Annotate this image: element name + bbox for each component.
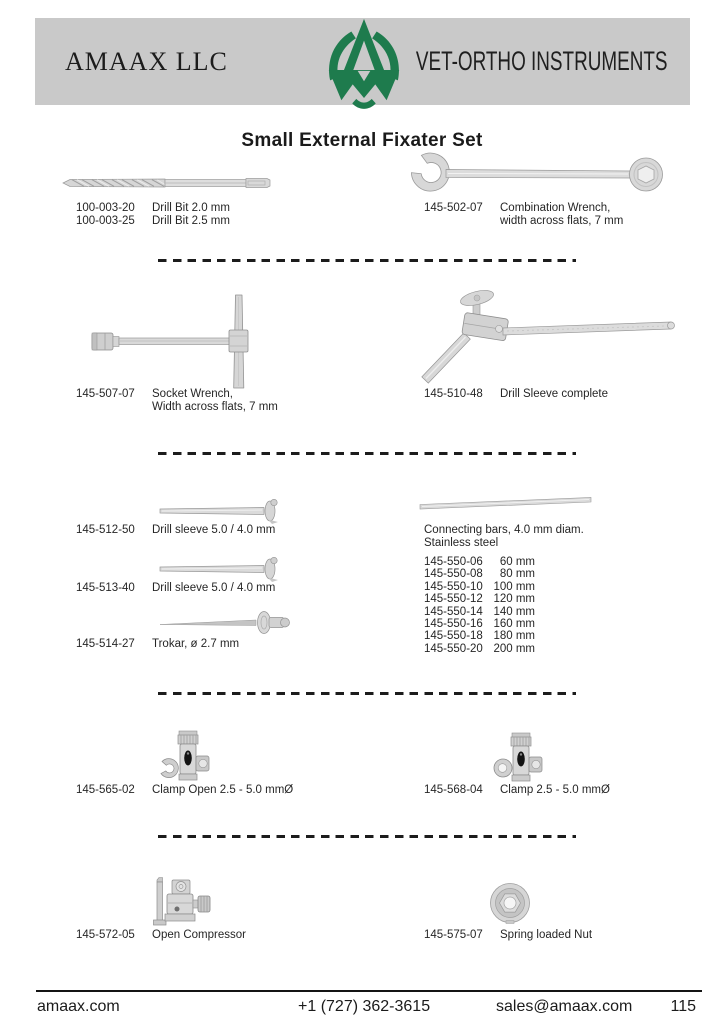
- product-desc: Trokar, ø 2.7 mm: [152, 638, 240, 650]
- product-row: [76, 638, 239, 651]
- product-desc: Clamp 2.5 - 5.0 mmØ: [500, 784, 610, 796]
- product-row: [76, 215, 230, 228]
- product-code: 145-550-08: [424, 568, 483, 581]
- footer-phone: +1 (727) 362-3615: [298, 998, 431, 1015]
- product-code: 145-550-14: [424, 605, 483, 618]
- product-desc: Socket Wrench, Width across flats, 7 mm: [152, 388, 278, 414]
- footer-website: amaax.com: [37, 998, 120, 1015]
- amaax-logo-icon: [318, 18, 410, 112]
- product-code: 145-510-48: [424, 388, 483, 400]
- socket-wrench-image: [84, 292, 259, 392]
- product-code: 145-502-07: [424, 202, 483, 214]
- clamp-open-text: [76, 784, 293, 797]
- spring-nut-text: [424, 929, 592, 942]
- product-row: [76, 388, 278, 415]
- product-row: [76, 524, 275, 537]
- bar-length: 100 mm: [493, 580, 535, 593]
- bar-length: 60 mm: [499, 556, 535, 568]
- connecting-bars-table: [424, 556, 535, 655]
- connecting-bar-image: [418, 494, 594, 510]
- section-divider: [158, 692, 576, 695]
- product-code: 145-565-02: [76, 784, 135, 796]
- table-row: [424, 556, 535, 568]
- product-row: [424, 784, 610, 797]
- trokar-text: [76, 638, 239, 651]
- open-compressor-image: [150, 876, 212, 928]
- product-code: 145-550-10: [424, 580, 483, 593]
- bar-length: 120 mm: [493, 593, 535, 606]
- product-code: 145-514-27: [76, 638, 135, 650]
- product-row: [424, 202, 623, 229]
- product-row: [76, 202, 230, 215]
- drill-sleeve-2-text: [76, 582, 275, 595]
- product-code: 145-575-07: [424, 929, 483, 941]
- drill-bits-text: [76, 202, 230, 229]
- product-code: 145-507-07: [76, 388, 135, 400]
- product-code: 145-550-06: [424, 556, 483, 568]
- trokar-image: [158, 610, 308, 636]
- section-divider: [158, 835, 576, 838]
- section-divider: [158, 259, 576, 262]
- clamp-image: [492, 732, 548, 784]
- table-row: [424, 643, 535, 655]
- brand-name: VET-ORTHO INSTRUMENTS: [416, 46, 668, 76]
- product-code: 145-568-04: [424, 784, 483, 796]
- product-code: 100-003-20: [76, 202, 135, 214]
- drill-sleeve-complete-text: [424, 388, 608, 401]
- open-compressor-text: [76, 929, 246, 942]
- footer-email: sales@amaax.com: [496, 998, 633, 1015]
- bar-length: 140 mm: [493, 605, 535, 618]
- product-row: [76, 929, 246, 942]
- footer-rule: [36, 990, 702, 992]
- product-desc: Spring loaded Nut: [500, 929, 593, 941]
- section-divider: [158, 452, 576, 455]
- product-desc: Drill sleeve 5.0 / 4.0 mm: [152, 582, 276, 594]
- table-row: [424, 618, 535, 630]
- product-desc: Drill Bit 2.5 mm: [152, 215, 230, 228]
- product-code: 145-513-40: [76, 582, 135, 594]
- drill-sleeve-1-image: [158, 498, 292, 524]
- connecting-bars-title: Connecting bars, 4.0 mm diam.: [424, 524, 584, 536]
- product-code: 145-550-20: [424, 642, 483, 655]
- spring-loaded-nut-image: [489, 882, 531, 924]
- bar-length: 80 mm: [499, 568, 535, 581]
- clamp-open-image: [155, 730, 217, 784]
- product-row: [76, 784, 293, 797]
- product-code: 145-550-12: [424, 593, 483, 606]
- connecting-bars-material: Stainless steel: [424, 537, 499, 550]
- table-row: [424, 606, 535, 618]
- bar-length: 200 mm: [493, 642, 535, 655]
- bar-length: 180 mm: [493, 630, 535, 643]
- product-code: 145-550-18: [424, 630, 483, 643]
- combination-wrench-text: [424, 202, 623, 229]
- page-title: Small External Fixater Set: [241, 130, 483, 151]
- product-desc: Open Compressor: [152, 929, 246, 941]
- socket-wrench-text: [76, 388, 278, 415]
- table-row: [424, 568, 535, 580]
- drill-sleeve-1-text: [76, 524, 275, 537]
- product-row: [76, 582, 275, 595]
- product-code: 145-550-16: [424, 618, 483, 631]
- table-row: [424, 593, 535, 605]
- product-desc: Clamp Open 2.5 - 5.0 mmØ: [152, 784, 294, 796]
- company-name: AMAAX LLC: [65, 46, 228, 76]
- product-desc: Drill Sleeve complete: [500, 388, 609, 400]
- connecting-bars-heading: [424, 524, 584, 551]
- drill-sleeve-complete-image: [415, 288, 677, 386]
- product-code: 145-512-50: [76, 524, 135, 536]
- combination-wrench-image: [408, 148, 670, 202]
- product-code: 100-003-25: [76, 215, 135, 228]
- product-row: [424, 929, 592, 942]
- drill-bit-image: [60, 169, 272, 197]
- product-desc: Drill Bit 2.0 mm: [152, 202, 230, 214]
- product-row: [424, 388, 608, 401]
- product-desc: Combination Wrench, width across flats, 7 mm: [500, 202, 624, 228]
- footer-page-number: 115: [670, 998, 696, 1015]
- product-code: 145-572-05: [76, 929, 135, 941]
- table-row: [424, 581, 535, 593]
- table-row: [424, 630, 535, 642]
- bar-length: 160 mm: [493, 618, 535, 631]
- clamp-text: [424, 784, 610, 797]
- drill-sleeve-2-image: [156, 556, 294, 582]
- product-desc: Drill sleeve 5.0 / 4.0 mm: [152, 524, 276, 536]
